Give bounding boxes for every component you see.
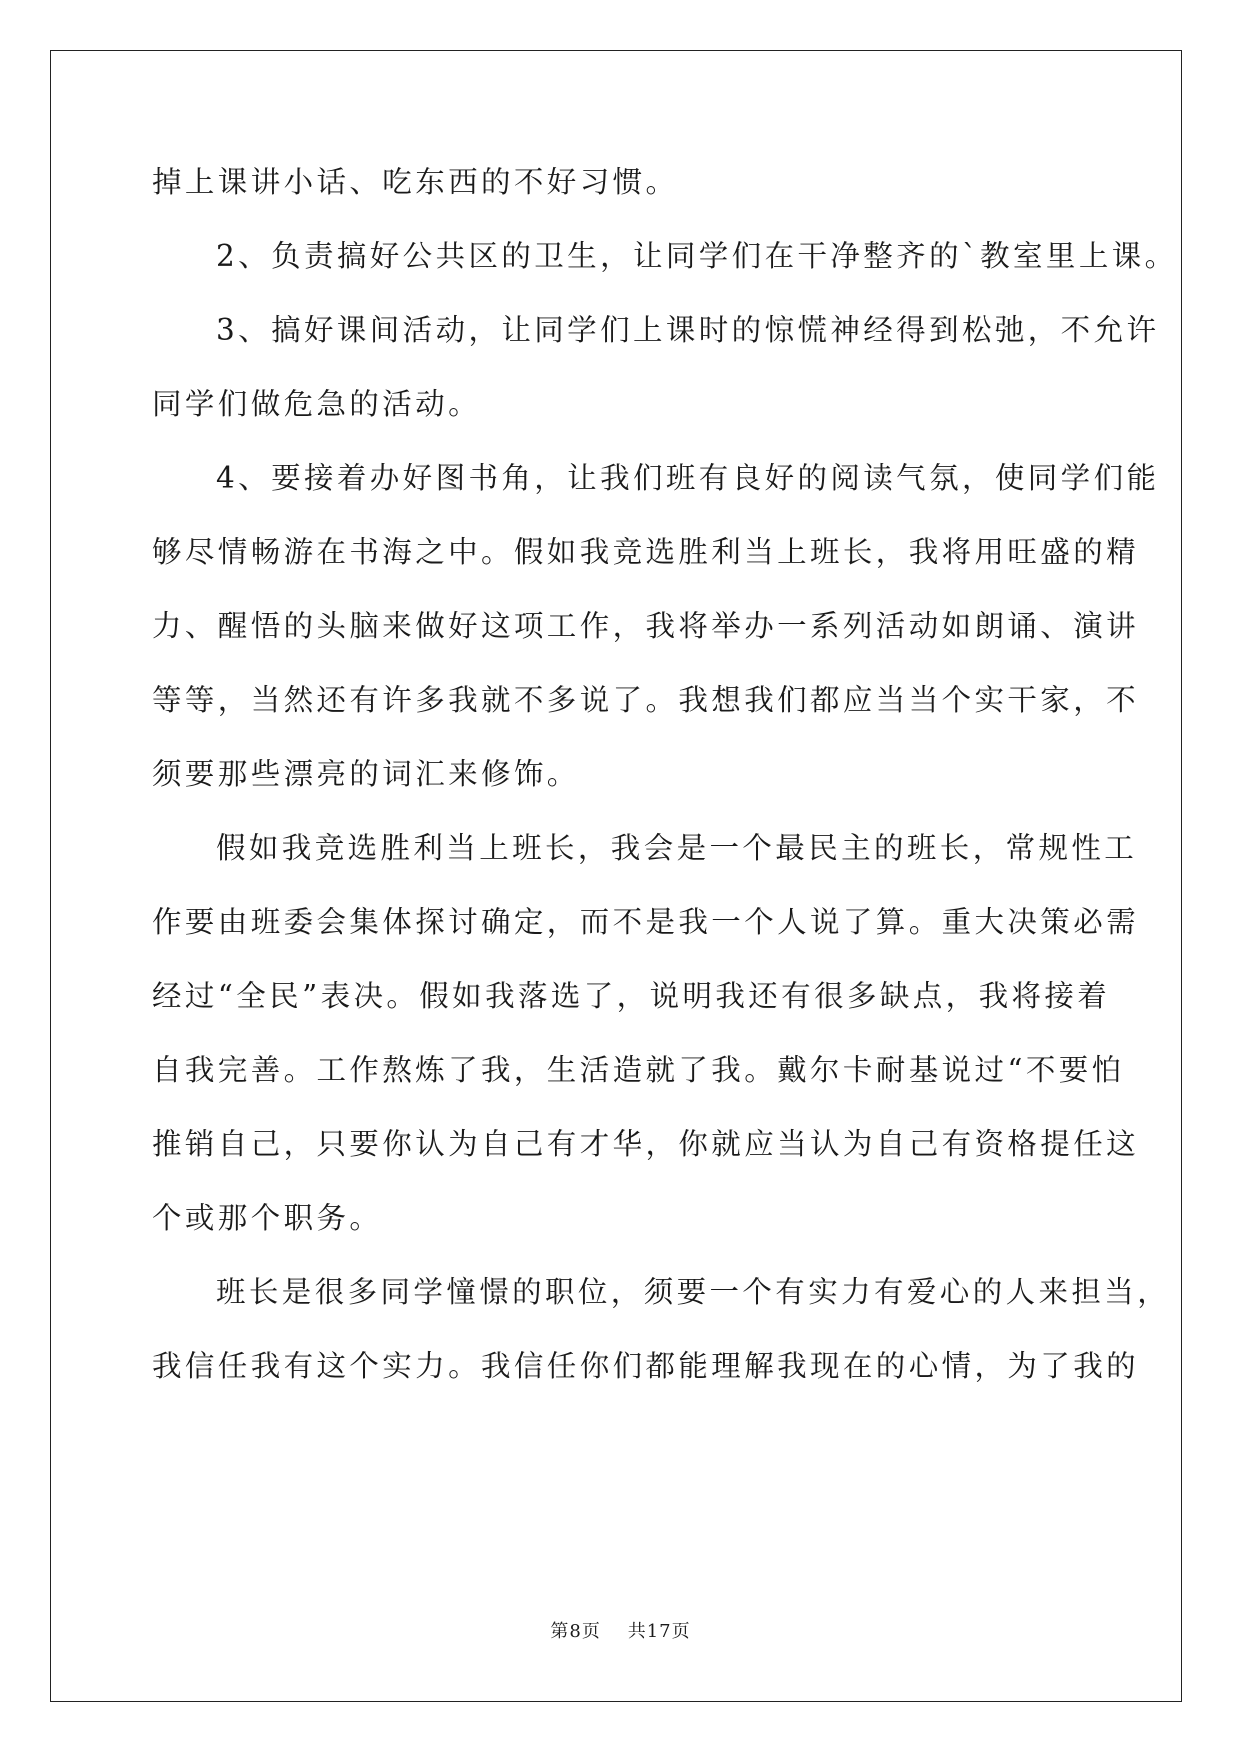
paragraph-item-4: 4、要接着办好图书角，让我们班有良好的阅读气氛，使同学们能 <box>216 461 1160 495</box>
paragraph-item-2: 2、负责搞好公共区的卫生，让同学们在干净整齐的`教室里上课。 <box>216 239 1178 273</box>
text-line: 须要那些漂亮的词汇来修饰。 <box>152 757 580 791</box>
text-line: 同学们做危急的活动。 <box>152 387 482 421</box>
page-border <box>50 50 1182 1702</box>
paragraph-start: 假如我竞选胜利当上班长，我会是一个最民主的班长，常规性工 <box>216 831 1138 865</box>
text-line: 个或那个职务。 <box>152 1201 383 1235</box>
text-line: 我信任我有这个实力。我信任你们都能理解我现在的心情，为了我的 <box>152 1349 1140 1383</box>
text-line: 经过“全民”表决。假如我落选了，说明我还有很多缺点，我将接着 <box>152 979 1111 1013</box>
paragraph-item-3: 3、搞好课间活动，让同学们上课时的惊慌神经得到松弛，不允许 <box>216 313 1160 347</box>
text-line: 掉上课讲小话、吃东西的不好习惯。 <box>152 165 679 199</box>
paragraph-start: 班长是很多同学憧憬的职位，须要一个有实力有爱心的人来担当， <box>216 1275 1171 1309</box>
text-line: 够尽情畅游在书海之中。假如我竞选胜利当上班长，我将用旺盛的精 <box>152 535 1140 569</box>
page-number-footer: 第8页 共17页 <box>550 1621 691 1642</box>
text-line: 自我完善。工作熬炼了我，生活造就了我。戴尔卡耐基说过“不要怕 <box>152 1053 1125 1087</box>
text-line: 作要由班委会集体探讨确定，而不是我一个人说了算。重大决策必需 <box>152 905 1140 939</box>
text-line: 等等，当然还有许多我就不多说了。我想我们都应当当个实干家，不 <box>152 683 1140 717</box>
text-line: 推销自己，只要你认为自己有才华，你就应当认为自己有资格提任这 <box>152 1127 1140 1161</box>
text-line: 力、醒悟的头脑来做好这项工作，我将举办一系列活动如朗诵、演讲 <box>152 609 1140 643</box>
